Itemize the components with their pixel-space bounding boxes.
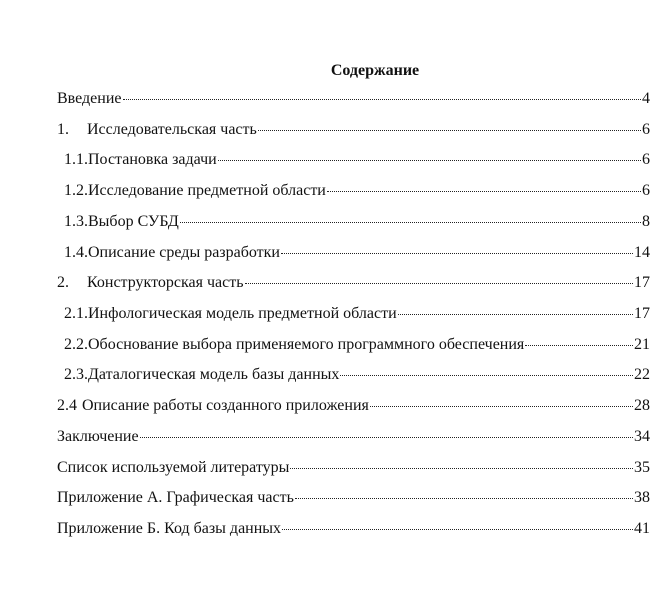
- toc-entry-page: 41: [634, 520, 650, 537]
- toc-entry-label: Приложение А. Графическая часть: [57, 489, 294, 506]
- toc-entry-page: 38: [634, 489, 650, 506]
- dot-leader: [340, 359, 633, 376]
- toc-entry-label: [64, 335, 524, 355]
- toc-entry-label: [64, 304, 397, 324]
- toc-entry-page: 8: [642, 213, 650, 230]
- toc-title-text: Содержание: [330, 62, 420, 79]
- dot-leader: [180, 206, 641, 223]
- toc-entry-label: [64, 150, 217, 170]
- toc-entry-references[interactable]: [57, 455, 650, 478]
- toc-entry-design-part[interactable]: [57, 270, 650, 293]
- toc-entry-number: 1.2.: [64, 182, 88, 199]
- dot-leader: [245, 267, 634, 284]
- toc-entry-number: 2.2.: [64, 336, 88, 353]
- toc-entry-text: Постановка задачи: [88, 151, 217, 168]
- toc-entry-text: Описание среды разработки: [88, 244, 280, 261]
- toc-entry-page: 17: [634, 274, 650, 291]
- toc-entry-page: 35: [634, 459, 650, 476]
- toc-entry-page: 22: [634, 366, 650, 383]
- toc-entry-number: 1.3.: [64, 213, 88, 230]
- toc-entry-label: [57, 396, 369, 416]
- toc-entry-dbms-choice[interactable]: [64, 209, 650, 232]
- toc-entry-research-part[interactable]: [57, 117, 650, 140]
- dot-leader: [123, 83, 642, 100]
- toc-entry-page: 21: [634, 336, 650, 353]
- toc-entry-text: Даталогическая модель базы данных: [88, 366, 340, 383]
- toc-entry-task-statement[interactable]: [64, 147, 650, 170]
- toc-entry-dev-environment[interactable]: [64, 240, 650, 263]
- dot-leader: [295, 482, 633, 499]
- toc-entry-label: Приложение Б. Код базы данных: [57, 520, 282, 537]
- toc-entry-number: 2.4: [57, 397, 77, 414]
- toc-entry-page: 6: [642, 151, 650, 168]
- toc-entry-number: 2.1.: [64, 305, 88, 322]
- toc-entry-page: 6: [642, 121, 650, 138]
- toc-entry-appendix-a[interactable]: [57, 485, 650, 508]
- toc-entry-number: 2.: [57, 274, 69, 291]
- toc-entry-number: 1.: [57, 121, 69, 138]
- dot-leader: [370, 390, 633, 407]
- toc-entry-page: 17: [634, 305, 650, 322]
- toc-entry-number: 1.4.: [64, 244, 88, 261]
- toc-entry-label: Список используемой литературы: [57, 459, 290, 476]
- toc-entry-page: 6: [642, 182, 650, 199]
- toc-entry-text: Конструкторская часть: [87, 274, 244, 291]
- toc-entry-introduction[interactable]: [57, 86, 650, 109]
- toc-entry-text: Выбор СУБД: [88, 213, 179, 230]
- dot-leader: [525, 329, 633, 346]
- toc-entry-software-justification[interactable]: [64, 332, 650, 355]
- toc-entry-app-description[interactable]: [57, 393, 650, 416]
- toc-entry-text: Инфологическая модель предметной области: [88, 305, 397, 322]
- dot-leader: [281, 237, 633, 254]
- toc-entry-conclusion[interactable]: [57, 424, 650, 447]
- toc-entry-label: [57, 120, 257, 140]
- toc-entry-label: Заключение: [57, 428, 139, 445]
- dot-leader: [327, 175, 641, 192]
- toc-entry-page: 14: [634, 244, 650, 261]
- toc-entry-number: 1.1.: [64, 151, 88, 168]
- toc-entry-page: 34: [634, 428, 650, 445]
- dot-leader: [398, 298, 633, 315]
- toc-entry-page: 4: [642, 90, 650, 107]
- toc-entry-appendix-b[interactable]: [57, 516, 650, 539]
- toc-entry-number: 2.3.: [64, 366, 88, 383]
- toc-entry-label: [64, 365, 339, 385]
- toc-entry-text: Исследовательская часть: [87, 121, 257, 138]
- toc-entry-label: [57, 273, 244, 293]
- toc-entry-text: Описание работы созданного приложения: [82, 397, 369, 414]
- toc-entry-label: [64, 243, 280, 263]
- dot-leader: [290, 452, 633, 469]
- toc-entry-text: Исследование предметной области: [88, 182, 326, 199]
- toc-entry-page: 28: [634, 397, 650, 414]
- toc-entry-label: Введение: [57, 90, 122, 107]
- dot-leader: [218, 144, 641, 161]
- toc-entry-label: [64, 212, 179, 232]
- toc-entry-infological-model[interactable]: [64, 301, 650, 324]
- toc-entry-datalogical-model[interactable]: [64, 362, 650, 385]
- dot-leader: [258, 114, 641, 131]
- dot-leader: [140, 421, 633, 438]
- toc-entry-domain-research[interactable]: [64, 178, 650, 201]
- toc-entry-text: Обоснование выбора применяемого программного обеспечения: [88, 336, 525, 353]
- dot-leader: [282, 513, 633, 530]
- toc-entry-label: [64, 181, 326, 201]
